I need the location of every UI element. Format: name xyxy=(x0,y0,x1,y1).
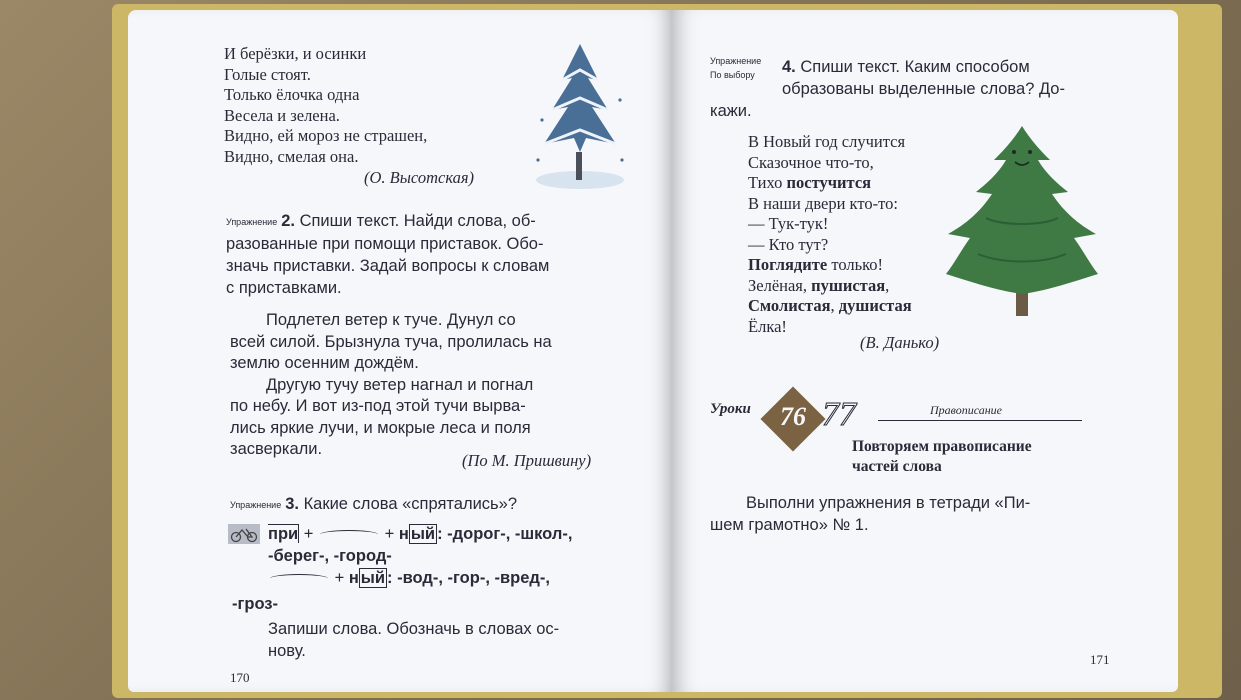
poem-author: (О. Высотская) xyxy=(364,168,475,187)
final-line: Запиши слова. Обозначь в словах ос- xyxy=(268,620,560,638)
poem-line: В наши двери кто-то: xyxy=(748,193,898,213)
suffix-part: н xyxy=(348,569,359,587)
lesson-rule xyxy=(878,420,1082,421)
ending-box: ый xyxy=(360,569,386,587)
exercise-2-task xyxy=(226,210,642,299)
poem-word: только! xyxy=(827,255,884,274)
word-list: : -дорог-, -школ-, xyxy=(437,525,573,543)
poem-line: Видно, смелая она. xyxy=(224,146,359,166)
poem-danko xyxy=(748,132,912,337)
task-line: разованные при помощи приставок. Обо- xyxy=(226,234,544,253)
poem-line: Голые стоят. xyxy=(224,64,311,84)
final-line: нову. xyxy=(268,642,306,660)
exercise-label: Упражнение xyxy=(710,56,762,66)
poem-line: И берёзки, и осинки xyxy=(224,44,367,63)
task-text: Какие слова «спрятались»? xyxy=(303,495,518,513)
root-arc-icon xyxy=(320,530,378,539)
lesson-task xyxy=(746,492,1110,514)
poem-word: Зелёная, xyxy=(748,275,812,295)
task-line: с приставками. xyxy=(226,278,342,297)
page-number: 170 xyxy=(230,670,250,685)
word-list: : -вод-, -гор-, -вред-, xyxy=(387,569,550,587)
poem-vysotskaya xyxy=(224,44,427,167)
exercise-number: 4. xyxy=(782,58,796,76)
text-line: по небу. И вот из-под этой тучи вырва- xyxy=(230,397,526,415)
highlighted-word: Смолистая xyxy=(748,296,831,315)
title-line: Повторяем правописание xyxy=(852,438,1032,455)
word-list: -берег-, -город- xyxy=(268,547,392,565)
root-arc-icon xyxy=(270,574,328,583)
task-line: шем грамотно» № 1. xyxy=(710,516,869,534)
text-line: всей силой. Брызнула туча, пролилась на xyxy=(230,332,552,351)
exercise-number: 2. xyxy=(281,212,295,230)
text-line: Другую тучу ветер нагнал и погнал xyxy=(266,375,534,394)
task-line: значь приставки. Задай вопросы к словам xyxy=(226,256,550,275)
plus-sign: + xyxy=(384,525,395,543)
task-line: образованы выделенные слова? До- xyxy=(782,80,1065,98)
exercise-3-final xyxy=(268,618,644,662)
exercise-label: Упражнение xyxy=(230,499,282,510)
poem-line: Видно, ей мороз не страшен, xyxy=(224,126,428,145)
text-author: (По М. Пришвину) xyxy=(462,451,592,470)
poem-line xyxy=(748,173,912,194)
poem-author: (В. Данько) xyxy=(860,333,940,352)
exercise-number: 3. xyxy=(285,495,299,513)
exercise-4-label xyxy=(710,54,761,82)
highlighted-word: постучится xyxy=(786,173,872,192)
suffix-part: н xyxy=(398,525,409,543)
exercise-label: По выбору xyxy=(710,70,755,80)
exercise-2-text xyxy=(230,310,644,461)
ending-box: ый xyxy=(410,525,436,543)
poem-line: Только ёлочка одна xyxy=(224,85,360,104)
exercise-3-task xyxy=(230,493,517,516)
poem-line: Весела и зелена. xyxy=(224,105,340,125)
prefix-part: при xyxy=(268,525,299,543)
lesson-topic: Правописание xyxy=(930,403,1003,417)
poem-line: — Кто тут? xyxy=(748,234,829,254)
poem-line xyxy=(748,255,912,276)
poem-line xyxy=(748,276,912,297)
poem-word: , xyxy=(885,275,890,295)
bicycle-icon xyxy=(228,524,260,544)
text-line: землю осенним дождём. xyxy=(230,354,419,372)
page-number: 171 xyxy=(1090,652,1110,667)
smiling-christmas-tree-icon xyxy=(942,122,1102,322)
title-line: частей слова xyxy=(852,458,942,475)
snowy-fir-tree-icon xyxy=(532,40,628,190)
exercise-4-task xyxy=(782,56,1102,100)
exercise-3-scheme xyxy=(268,523,648,589)
task-line: Выполни упражнения в тетради «Пи- xyxy=(746,494,1031,512)
left-page xyxy=(128,10,674,692)
lesson-title xyxy=(852,437,1032,477)
lesson-number-76: 76 xyxy=(780,402,806,431)
task-line: кажи. xyxy=(710,102,752,120)
poem-word: Тихо xyxy=(748,173,787,192)
poem-line: Ёлка! xyxy=(748,316,787,336)
lesson-label: Уроки xyxy=(710,401,751,417)
right-page xyxy=(672,10,1178,692)
plus-sign: + xyxy=(334,569,345,587)
task-line: Спиши текст. Каким способом xyxy=(800,58,1030,76)
exercise-label: Упражнение xyxy=(226,216,278,227)
text-line: Подлетел ветер к туче. Дунул со xyxy=(266,311,516,329)
poem-word: , xyxy=(830,296,839,315)
text-line: засверкали. xyxy=(230,440,323,458)
task-line: Спиши текст. Найди слова, об- xyxy=(299,212,536,230)
highlighted-word: пушистая xyxy=(811,275,886,295)
lesson-number-77: 77 xyxy=(822,396,856,433)
plus-sign: + xyxy=(303,525,314,543)
poem-line: — Тук-тук! xyxy=(748,214,829,233)
poem-line: Сказочное что-то, xyxy=(748,152,874,172)
word-list: -гроз- xyxy=(232,595,279,613)
poem-line xyxy=(748,296,912,317)
highlighted-word: Поглядите xyxy=(748,255,828,274)
highlighted-word: душистая xyxy=(838,296,912,315)
poem-line: В Новый год случится xyxy=(748,132,906,151)
text-line: лись яркие лучи, и мокрые леса и поля xyxy=(230,418,531,437)
